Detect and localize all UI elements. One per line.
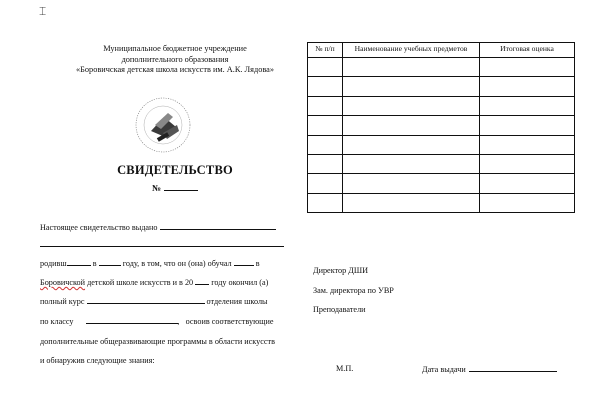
born-label: родивш xyxy=(40,259,67,268)
column-header-grade: Итоговая оценка xyxy=(480,43,575,58)
subject-cell[interactable] xyxy=(343,135,480,154)
table-row xyxy=(308,135,575,154)
org-line-3: «Боровичская детская школа искусств им. А.К. Лядова» xyxy=(76,65,274,74)
table-row xyxy=(308,58,575,77)
subjects-table xyxy=(307,42,575,213)
recipient-name-blank-2[interactable] xyxy=(40,246,284,247)
number-cell[interactable] xyxy=(308,154,343,173)
table-header-row xyxy=(308,43,575,58)
mastered-label: освоив соответствующие xyxy=(185,317,274,326)
course-label: полный курс xyxy=(40,297,85,306)
deputy-director-label: Зам. директора по УВР xyxy=(313,286,394,295)
number-cell[interactable] xyxy=(308,193,343,212)
subject-cell[interactable] xyxy=(343,154,480,173)
table-row xyxy=(308,193,575,212)
number-cell[interactable] xyxy=(308,58,343,77)
in-label: в xyxy=(255,259,260,268)
studied-suffix-blank[interactable] xyxy=(234,258,254,266)
table-row xyxy=(308,174,575,193)
organization-header xyxy=(40,44,310,76)
number-blank[interactable] xyxy=(164,182,198,191)
born-in-label: в xyxy=(92,259,97,268)
table-row xyxy=(308,116,575,135)
grade-cell[interactable] xyxy=(480,58,575,77)
org-line-2: дополнительного образования xyxy=(121,54,229,64)
text-cursor-icon: ⌶ xyxy=(39,4,47,18)
program-line-1: дополнительные общеразвивающие программы в области искусств xyxy=(40,337,275,346)
table-row xyxy=(308,96,575,115)
certificate-number xyxy=(40,182,310,193)
grade-cell[interactable] xyxy=(480,116,575,135)
class-blank[interactable] xyxy=(86,316,178,324)
class-label: по классу xyxy=(40,317,74,326)
recipient-name-blank[interactable] xyxy=(160,222,276,230)
subject-cell[interactable] xyxy=(343,58,480,77)
issue-date-field xyxy=(422,364,557,374)
issued-to-label: Настоящее свидетельство выдано xyxy=(40,223,158,232)
graduated-label: году окончил (а) xyxy=(211,278,269,287)
director-label: Директор ДШИ xyxy=(313,266,369,275)
grade-cell[interactable] xyxy=(480,96,575,115)
born-suffix-blank[interactable] xyxy=(67,258,91,266)
department-label: отделения школы xyxy=(206,297,268,306)
school-seal-logo xyxy=(133,95,193,155)
number-cell[interactable] xyxy=(308,96,343,115)
table-row xyxy=(308,154,575,173)
subject-cell[interactable] xyxy=(343,96,480,115)
course-line xyxy=(40,296,290,306)
teachers-label: Преподаватели xyxy=(313,305,366,314)
subject-cell[interactable] xyxy=(343,77,480,96)
grade-cell[interactable] xyxy=(480,135,575,154)
school-name-word: Боровичской xyxy=(40,278,86,287)
table-row xyxy=(308,77,575,96)
grade-cell[interactable] xyxy=(480,77,575,96)
program-line-2: и обнаружив следующие знания: xyxy=(40,356,155,365)
studied-label: году, в том, что он (она) обучал xyxy=(122,259,232,268)
stamp-label: М.П. xyxy=(336,364,354,373)
org-line-1: Муниципальное бюджетное учреждение xyxy=(103,44,247,53)
number-sign: № xyxy=(151,183,162,193)
column-header-subject: Наименование учебных предметов xyxy=(343,43,480,58)
birth-line xyxy=(40,258,290,268)
issue-date-label: Дата выдачи xyxy=(422,365,466,374)
school-year-label: детской школе искусств и в 20 xyxy=(87,278,194,287)
subject-cell[interactable] xyxy=(343,193,480,212)
school-line xyxy=(40,277,290,287)
grade-cell[interactable] xyxy=(480,154,575,173)
birth-year-blank[interactable] xyxy=(99,258,121,266)
certificate-title: СВИДЕТЕЛЬСТВО xyxy=(117,163,233,177)
number-cell[interactable] xyxy=(308,116,343,135)
column-header-number: № п/п xyxy=(308,43,343,58)
number-cell[interactable] xyxy=(308,77,343,96)
number-cell[interactable] xyxy=(308,135,343,154)
number-cell[interactable] xyxy=(308,174,343,193)
grade-cell[interactable] xyxy=(480,193,575,212)
subject-cell[interactable] xyxy=(343,116,480,135)
issue-date-blank[interactable] xyxy=(469,364,557,372)
department-blank[interactable] xyxy=(87,296,205,304)
graduation-year-blank[interactable] xyxy=(195,277,209,285)
subject-cell[interactable] xyxy=(343,174,480,193)
class-line: по классу , освоив соответствующие xyxy=(40,317,274,326)
grade-cell[interactable] xyxy=(480,174,575,193)
issued-to-line xyxy=(40,222,290,232)
